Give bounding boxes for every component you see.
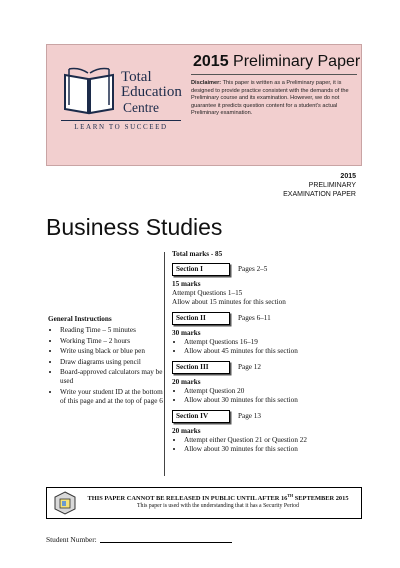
instruction-item: • Board-approved calculators may be used xyxy=(60,368,164,386)
book-icon xyxy=(61,65,117,117)
section-3-label: Section III xyxy=(172,361,230,374)
logo-line-1: Total xyxy=(121,69,152,85)
section-2 xyxy=(172,312,372,356)
sections-column xyxy=(172,250,372,459)
section-3-bullet: • Attempt Question 20 xyxy=(184,387,372,396)
instruction-item: • Write your student ID at the bottom of this page and at the top of page 6 xyxy=(60,388,164,406)
instruction-item: • Working Time – 2 hours xyxy=(60,337,164,346)
section-1-marks: 15 marks xyxy=(172,280,201,288)
student-number xyxy=(46,535,232,544)
disclaimer-text: This paper is written as a Preliminary paper, it is designed to provide practice consistent with the demands of the Preliminary course and its examination. However, we do not guarantee it predicts question content for a student's actual Preliminary examination. xyxy=(191,80,349,116)
security-seal-icon xyxy=(53,491,77,515)
instruction-item: • Write using black or blue pen xyxy=(60,347,164,356)
logo-tagline: LEARN TO SUCCEED xyxy=(74,123,168,131)
disclaimer xyxy=(191,80,357,118)
notice-line-1 xyxy=(81,493,355,502)
section-2-bullet: • Attempt Questions 16–19 xyxy=(184,338,372,347)
student-number-field[interactable] xyxy=(100,542,232,543)
instruction-item: • Draw diagrams using pencil xyxy=(60,358,164,367)
title-rule xyxy=(191,74,357,75)
section-2-pages: Pages 6–11 xyxy=(238,314,271,322)
instruction-item: • Reading Time – 5 minutes xyxy=(60,326,164,335)
section-3 xyxy=(172,361,372,405)
section-4-label: Section IV xyxy=(172,410,230,423)
exam-label-line-2: EXAMINATION PAPER xyxy=(283,191,356,198)
column-divider xyxy=(164,252,165,476)
section-4-bullet: • Allow about 30 minutes for this section xyxy=(184,445,372,454)
exam-label-line-1: PRELIMINARY xyxy=(308,182,356,189)
section-1-line: Allow about 15 minutes for this section xyxy=(172,298,286,306)
disclaimer-label: Disclaimer: xyxy=(191,80,222,86)
section-2-bullet: • Allow about 45 minutes for this section xyxy=(184,347,372,356)
section-2-list xyxy=(172,338,372,356)
paper-title xyxy=(193,53,360,71)
paper-title-text: Preliminary Paper xyxy=(233,53,361,70)
general-instructions-heading: General Instructions xyxy=(48,315,112,323)
section-4-pages: Page 13 xyxy=(238,412,261,420)
section-4-marks: 20 marks xyxy=(172,427,201,435)
section-3-pages: Page 12 xyxy=(238,363,261,371)
section-1 xyxy=(172,263,372,307)
section-1-label: Section I xyxy=(172,263,230,276)
section-2-label: Section II xyxy=(172,312,230,325)
section-3-bullet: • Allow about 30 minutes for this section xyxy=(184,396,372,405)
logo-line-3: Centre xyxy=(123,100,159,115)
section-1-pages: Pages 2–5 xyxy=(238,265,268,273)
exam-label xyxy=(283,172,356,199)
section-2-marks: 30 marks xyxy=(172,329,201,337)
release-notice xyxy=(46,487,362,519)
total-marks: Total marks - 85 xyxy=(172,250,223,258)
section-3-marks: 20 marks xyxy=(172,378,201,386)
notice-line-1-b: SEPTEMBER 2015 xyxy=(293,495,349,503)
logo-line-2: Education xyxy=(121,84,182,100)
notice-line-1-a: THIS PAPER CANNOT BE RELEASED IN PUBLIC UNTIL AFTER 16 xyxy=(87,495,288,503)
general-instructions xyxy=(48,315,164,407)
section-4-bullet: • Attempt either Question 21 or Question 22 xyxy=(184,436,372,445)
section-1-line: Attempt Questions 1–15 xyxy=(172,289,243,297)
section-4 xyxy=(172,410,372,454)
exam-label-year: 2015 xyxy=(340,173,356,180)
logo-rule xyxy=(61,120,181,121)
logo xyxy=(61,65,181,145)
section-3-list xyxy=(172,387,372,405)
notice-line-1-sup: TH xyxy=(287,493,294,498)
notice-line-2: This paper is used with the understanding that it has a Security Period xyxy=(137,503,299,509)
subject-title: Business Studies xyxy=(46,214,223,240)
general-instructions-list xyxy=(48,326,164,406)
section-4-list xyxy=(172,436,372,454)
header-banner xyxy=(46,44,362,166)
student-number-label: Student Number: xyxy=(46,535,97,544)
paper-title-year: 2015 xyxy=(193,53,229,70)
